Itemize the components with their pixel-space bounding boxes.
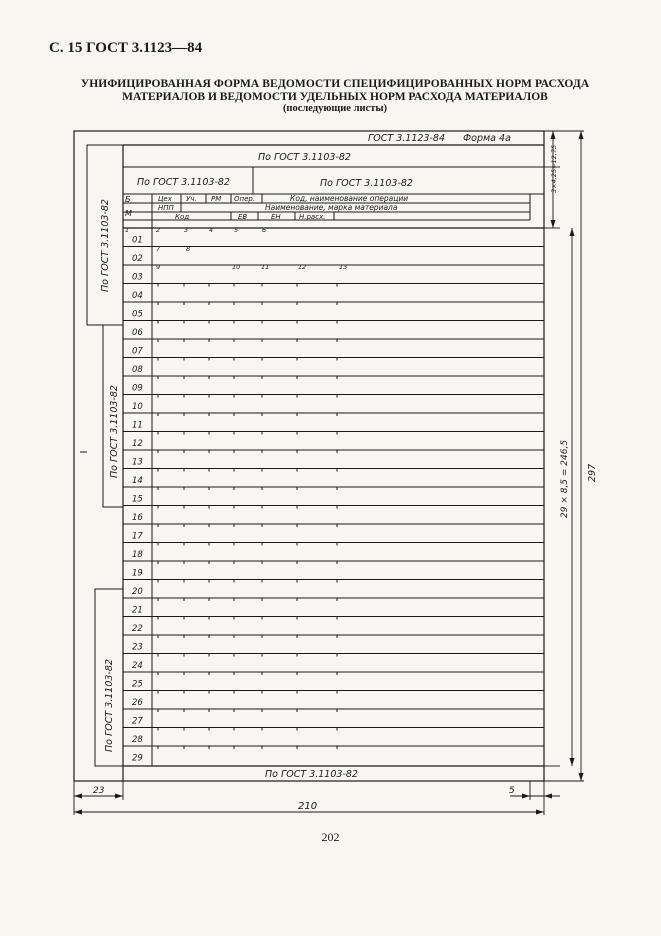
dim-rows-height: 29 × 8,5 = 246,5 — [560, 439, 570, 518]
form-label: Форма 4а — [463, 133, 511, 144]
side-stamp-middle: По ГОСТ 3.1103-82 — [109, 385, 120, 478]
col-header-uch: Уч. — [186, 195, 197, 203]
col-header-rm: РМ — [211, 195, 222, 203]
col-header-operation: Код, наименование операции — [290, 194, 409, 203]
col-number: 1 — [125, 226, 130, 234]
dim-header-height: 3×4,25=12,75 — [550, 144, 558, 193]
row-number: 01 — [132, 235, 143, 246]
row-number: 12 — [132, 439, 143, 449]
en-label: ЕН — [271, 213, 281, 221]
col-number: 4 — [209, 226, 214, 234]
col-number: 10 — [232, 263, 241, 271]
row-number: 22 — [132, 624, 143, 634]
col-number: 5 — [234, 226, 239, 234]
row-number: 13 — [132, 457, 143, 468]
col-header-ceh: Цех — [158, 195, 172, 203]
material-label: Наименование, марка материала — [265, 203, 398, 212]
row-number: 07 — [132, 346, 143, 357]
dim-left-margin: 23 — [93, 786, 105, 796]
row-number: 21 — [132, 605, 143, 616]
row-number: 14 — [132, 476, 143, 486]
dim-height: 297 — [587, 463, 598, 482]
col-number: 12 — [298, 263, 307, 271]
ev-label: ЕВ — [238, 213, 248, 221]
row-number: 18 — [132, 550, 143, 560]
col-number: 7 — [156, 245, 161, 253]
row-number: 19 — [132, 568, 143, 579]
row-number: 04 — [132, 291, 143, 301]
title-line-2: МАТЕРИАЛОВ И ВЕДОМОСТИ УДЕЛЬНЫХ НОРМ РАСХОДА МАТЕРИАЛОВ — [122, 91, 548, 103]
title-line-1: УНИФИЦИРОВАННАЯ ФОРМА ВЕДОМОСТИ СПЕЦИФИЦИРОВАННЫХ НОРМ РАСХОДА — [80, 78, 590, 90]
nrask-label: Н.расх. — [299, 213, 326, 221]
row-m-marker: М — [125, 209, 132, 218]
row-number: 02 — [132, 254, 143, 264]
row-number: 05 — [132, 309, 143, 320]
col-number: 13 — [339, 263, 348, 271]
row-number: 09 — [132, 383, 143, 394]
row-number: 25 — [132, 679, 143, 690]
row-number: 03 — [132, 272, 143, 283]
stamp-right: По ГОСТ 3.1103-82 — [320, 178, 413, 189]
dim-right-margin: 5 — [509, 786, 515, 796]
row-b-marker: Б — [125, 195, 131, 204]
col-number: 3 — [184, 226, 189, 234]
row-number: 29 — [132, 753, 143, 764]
standard-ref: ГОСТ 3.1123-84 — [368, 133, 445, 144]
npp-label: НПП — [158, 204, 174, 212]
kod-label: Код — [175, 213, 190, 221]
bottom-stamp: По ГОСТ 3.1103-82 — [265, 769, 358, 780]
dim-width: 210 — [298, 801, 318, 812]
row-number: 06 — [132, 328, 143, 338]
page-header: С. 15 ГОСТ 3.1123—84 — [49, 40, 203, 56]
row-number: 27 — [132, 716, 143, 727]
col-number: 6 — [262, 226, 267, 234]
page-number: 202 — [321, 830, 340, 844]
col-number: 8 — [186, 245, 191, 253]
row-number: 24 — [132, 661, 143, 671]
side-stamp-bottom: По ГОСТ 3.1103-82 — [104, 659, 115, 752]
col-number: 9 — [156, 263, 161, 271]
title-line-3: (последующие листы) — [282, 103, 388, 114]
row-number: 26 — [132, 698, 143, 708]
row-number: 15 — [132, 494, 143, 505]
row-number: 17 — [132, 531, 143, 542]
row-number: 20 — [132, 587, 143, 597]
row-number: 23 — [132, 642, 143, 653]
top-stamp: По ГОСТ 3.1103-82 — [258, 152, 351, 163]
row-number: 10 — [132, 402, 143, 412]
col-header-oper: Опер. — [234, 195, 256, 203]
col-number: 11 — [261, 263, 270, 271]
col-number: 2 — [156, 226, 161, 234]
stamp-left: По ГОСТ 3.1103-82 — [137, 177, 230, 188]
row-number: 28 — [132, 735, 143, 745]
row-number: 16 — [132, 513, 143, 523]
side-stamp-top: По ГОСТ 3.1103-82 — [100, 199, 111, 292]
row-number: 11 — [132, 420, 143, 431]
row-number: 08 — [132, 365, 143, 375]
